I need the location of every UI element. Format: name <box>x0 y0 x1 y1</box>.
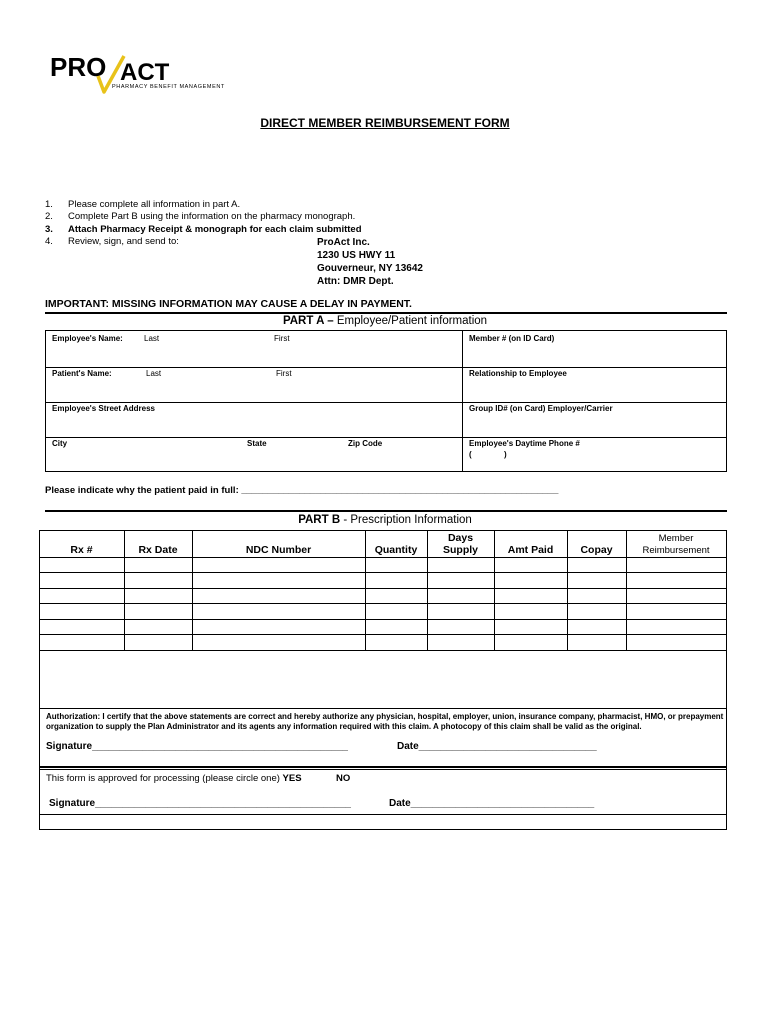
column-header-amt-paid: Amt Paid <box>507 544 554 556</box>
address-line: 1230 US HWY 11 <box>317 250 396 261</box>
approval-yes-option[interactable]: YES <box>282 773 302 784</box>
employee-name-label: Employee's Name: <box>52 334 123 343</box>
part-b-table-line <box>39 572 727 573</box>
approval-text: This form is approved for processing (please circle one) <box>46 773 280 784</box>
part-a-box-line <box>45 471 727 472</box>
logo-name-left: PRO <box>50 52 107 82</box>
part-b-table-line <box>726 530 727 830</box>
instruction-number: 3. <box>45 224 53 235</box>
instruction-text: Complete Part B using the information on the pharmacy monograph. <box>68 211 356 222</box>
approval-top-rule <box>39 769 727 770</box>
important-notice: IMPORTANT: MISSING INFORMATION MAY CAUSE A DELAY IN PAYMENT. <box>45 298 412 310</box>
part-a-title-bold: PART A – <box>282 315 334 327</box>
column-header-quantity: Quantity <box>374 544 418 556</box>
part-b-heading <box>0 514 770 526</box>
column-header-rx-date: Rx Date <box>138 544 178 556</box>
part-a-box-line <box>45 330 46 472</box>
patient-name-label: Patient's Name: <box>52 369 112 378</box>
patient-last-label: Last <box>146 369 162 378</box>
phone-label: Employee's Daytime Phone # <box>469 439 580 448</box>
zip-label: Zip Code <box>348 439 383 448</box>
part-a-box-line <box>45 367 727 368</box>
part-a-box-line <box>726 330 727 472</box>
date-field[interactable]: Date________________________________ <box>397 741 597 752</box>
part-b-table-line <box>39 603 727 604</box>
authorization-top-rule <box>39 708 727 709</box>
address-line: Attn: DMR Dept. <box>317 276 394 287</box>
phone-paren-open: ( <box>469 450 472 459</box>
instruction-text: Review, sign, and send to: <box>68 236 179 247</box>
approval-no-option[interactable]: NO <box>336 773 351 784</box>
mailing-address <box>317 236 423 288</box>
part-b-top-rule <box>45 510 727 512</box>
approval-box-line <box>39 814 727 815</box>
instruction-number: 4. <box>45 236 53 247</box>
phone-paren-close: ) <box>504 450 507 459</box>
patient-first-label: First <box>276 369 292 378</box>
instruction-number: 1. <box>45 199 53 210</box>
instruction-text: Please complete all information in part A. <box>68 199 241 210</box>
instruction-text: Attach Pharmacy Receipt & monograph for each claim submitted <box>68 224 362 235</box>
proact-logo <box>50 50 240 98</box>
logo-tagline: PHARMACY BENEFIT MANAGEMENT <box>112 84 225 90</box>
employee-last-label: Last <box>144 334 160 343</box>
member-number-label: Member # (on ID Card) <box>469 334 555 343</box>
part-b-table-line <box>39 634 727 635</box>
part-a-box-line <box>45 437 727 438</box>
part-b-title-bold: PART B <box>298 514 341 526</box>
signature-field[interactable]: Signature______________________________________________ <box>46 741 348 752</box>
employee-first-label: First <box>274 334 290 343</box>
part-a-heading <box>0 315 770 327</box>
column-header-rx: Rx # <box>70 544 93 556</box>
instruction-number: 2. <box>45 211 53 222</box>
street-address-label: Employee's Street Address <box>52 404 155 413</box>
column-header-member-reimbursement-line1: Member <box>658 533 694 544</box>
part-b-table-line <box>39 588 727 589</box>
address-line: ProAct Inc. <box>317 237 370 248</box>
city-label: City <box>52 439 68 448</box>
column-header-ndc: NDC Number <box>245 544 312 556</box>
part-b-table-line <box>39 530 727 531</box>
part-b-table-line <box>39 619 727 620</box>
part-b-title-rest: - Prescription Information <box>340 514 472 526</box>
part-b-table-line <box>39 557 727 558</box>
approval-box-line <box>39 829 727 830</box>
approval-line <box>46 773 302 784</box>
paid-reason-field[interactable]: Please indicate why the patient paid in full: ____________________________________________________________ <box>45 485 559 496</box>
column-header-member-reimbursement-line2: Reimbursement <box>642 545 710 556</box>
state-label: State <box>247 439 267 448</box>
part-a-top-rule <box>45 312 727 314</box>
part-b-table-line <box>39 650 727 651</box>
part-a-title-rest: Employee/Patient information <box>336 315 488 327</box>
relationship-label: Relationship to Employee <box>469 369 567 378</box>
column-header-days-supply-line1: Days <box>447 532 474 544</box>
part-b-table-line <box>39 530 40 830</box>
approver-date-field[interactable]: Date_________________________________ <box>389 798 595 809</box>
logo-name-right: ACT <box>120 59 170 86</box>
part-a-box-line <box>45 402 727 403</box>
approval-top-rule <box>39 766 727 768</box>
authorization-statement: Authorization: I certify that the above statements are correct and hereby authorize any physician, hospital, employer, union, insurance company, pharmacist, HMO, or prepayment organization to supply the Plan Administrator and its agents any information required with this claim. A photocopy of this claim shall be valid as the original. <box>46 712 724 731</box>
column-header-copay: Copay <box>580 544 613 556</box>
address-line: Gouverneur, NY 13642 <box>317 263 423 274</box>
approver-signature-field[interactable]: Signature______________________________________________ <box>49 798 351 809</box>
form-title: DIRECT MEMBER REIMBURSEMENT FORM <box>260 116 510 130</box>
part-a-box-line <box>462 330 463 472</box>
column-header-days-supply-line2: Supply <box>442 544 478 556</box>
part-a-box-line <box>45 330 727 331</box>
group-id-label: Group ID# (on Card) Employer/Carrier <box>469 404 613 413</box>
